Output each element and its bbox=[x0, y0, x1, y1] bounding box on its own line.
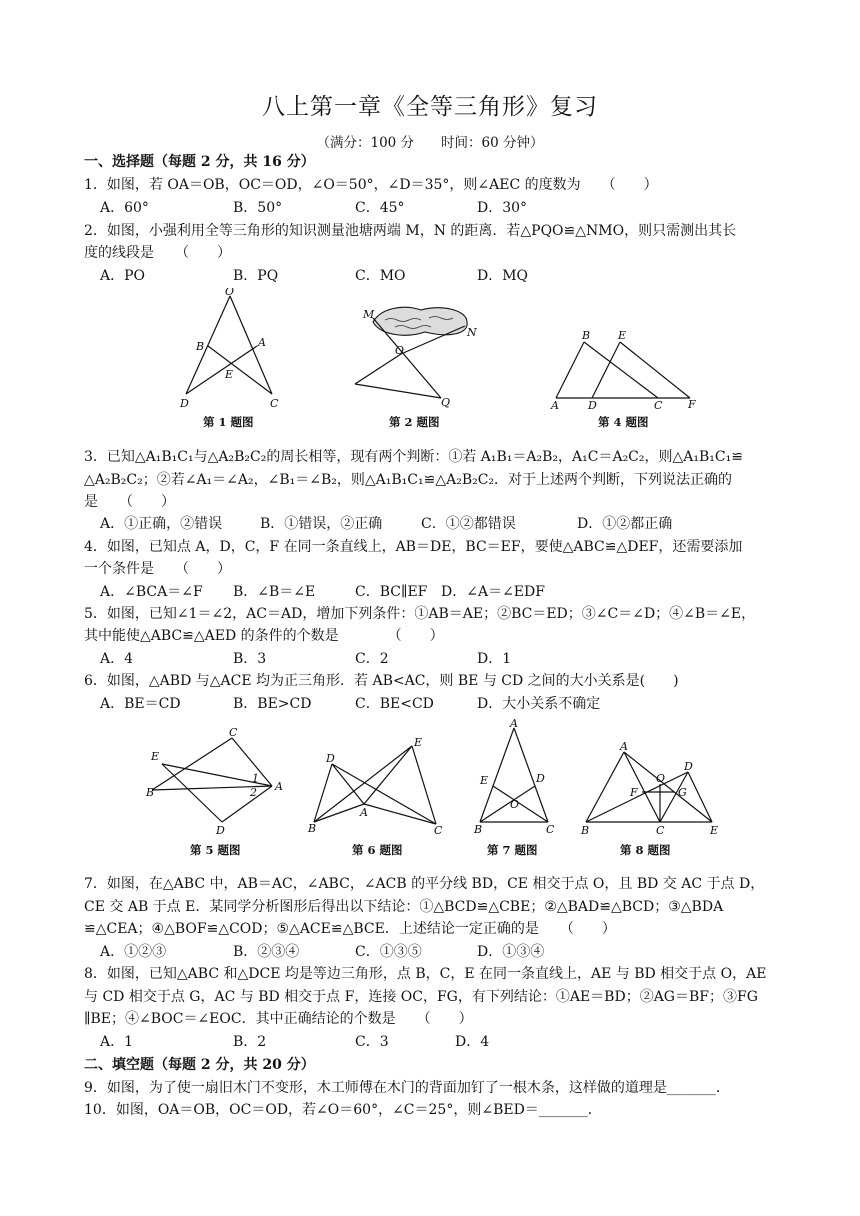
figure-1 bbox=[170, 288, 280, 410]
f1-label-a: A bbox=[258, 336, 266, 349]
question-3-line-3: 是 （ ） bbox=[84, 494, 175, 510]
f4-label-d: D bbox=[588, 399, 597, 410]
f7-label-o: O bbox=[510, 798, 520, 811]
q4-option-d: D．∠A＝∠EDF bbox=[441, 584, 545, 600]
question-9-text: 9．如图，为了使一扇旧木门不变形，木工师傅在木门的背面加钉了一根木条，这样做的道理是_______． bbox=[84, 1080, 730, 1096]
figure-5-caption: 第 5 题图 bbox=[190, 843, 241, 857]
q8-option-d: D．4 bbox=[455, 1034, 490, 1050]
f2-label-q: Q bbox=[441, 396, 451, 409]
f6-label-a: A bbox=[360, 806, 368, 819]
f7-label-c: C bbox=[546, 823, 555, 836]
f6-label-c: C bbox=[434, 824, 443, 836]
q5-option-b: B．3 bbox=[233, 651, 267, 667]
f2-label-o: O bbox=[395, 344, 405, 357]
f4-label-e: E bbox=[618, 329, 627, 342]
question-3-line-2: △A₂B₂C₂；②若∠A₁＝∠A₂，∠B₁＝∠B₂，则△A₁B₁C₁≌△A₂B₂C₂．对于上述两个判断，下列说法正确的 bbox=[84, 472, 733, 488]
f4-label-f: F bbox=[688, 398, 696, 410]
question-7-line-3: ≌△CEA；④△BOF≌△COD；⑤△ACE≌△BCE．上述结论一定正确的是 （ ） bbox=[84, 921, 616, 937]
figure-6-caption: 第 6 题图 bbox=[352, 843, 403, 857]
question-8-line-2: 与 CD 相交于点 G，AC 与 BD 相交于点 F，连接 OC，FG，有下列结论：①AE＝BD；②AG＝BF；③FG bbox=[84, 989, 758, 1005]
figure-5 bbox=[142, 724, 287, 836]
q3-option-d: D．①②都正确 bbox=[577, 516, 673, 532]
question-3-line-1: 3．已知△A₁B₁C₁与△A₂B₂C₂的周长相等，现有两个判断：①若 A₁B₁＝A₂B₂，A₁C＝A₂C₂，则△A₁B₁C₁≌ bbox=[84, 449, 743, 465]
figure-4 bbox=[548, 328, 698, 410]
f1-label-d: D bbox=[180, 397, 189, 410]
question-8-line-3: ∥BE；④∠BOC＝∠EOC．其中正确结论的个数是 （ ） bbox=[84, 1011, 473, 1027]
page-title: 八上第一章《全等三角形》复习 bbox=[262, 94, 598, 120]
f5-label-b: B bbox=[146, 786, 155, 799]
q1-option-d: D．30° bbox=[477, 200, 528, 216]
question-5-line-2: 其中能使△ABC≌△AED 的条件的个数是 （ ） bbox=[84, 628, 444, 644]
q6-option-c: C．BE<CD bbox=[355, 696, 434, 712]
f4-label-c: C bbox=[654, 399, 663, 410]
f6-label-e: E bbox=[414, 736, 423, 749]
f7-label-b: B bbox=[474, 823, 483, 836]
q1-option-c: C．45° bbox=[355, 200, 405, 216]
f5-label-a: A bbox=[275, 780, 283, 793]
f6-label-b: B bbox=[308, 822, 317, 835]
q1-option-b: B．50° bbox=[233, 200, 283, 216]
q1-option-a: A．60° bbox=[100, 200, 149, 216]
f2-label-n: N bbox=[467, 326, 477, 339]
q7-option-d: D．①③④ bbox=[477, 944, 545, 960]
q2-option-b: B．PQ bbox=[233, 268, 279, 284]
q2-option-c: C．MO bbox=[355, 268, 406, 284]
q4-option-a: A．∠BCA＝∠F bbox=[100, 584, 203, 600]
q2-option-a: A．PO bbox=[100, 268, 146, 284]
figure-2-caption: 第 2 题图 bbox=[389, 415, 440, 429]
q5-option-d: D．1 bbox=[477, 651, 512, 667]
q6-option-a: A．BE＝CD bbox=[100, 696, 181, 712]
f8-label-c: C bbox=[656, 824, 665, 837]
q4-option-b: B．∠B＝∠E bbox=[233, 584, 316, 600]
f8-label-a: A bbox=[620, 740, 628, 753]
question-2-line-2: 度的线段是 （ ） bbox=[84, 245, 231, 261]
figure-8 bbox=[580, 738, 730, 838]
figure-2 bbox=[345, 302, 485, 410]
question-4-line-2: 一个条件是 （ ） bbox=[84, 561, 231, 577]
q7-option-b: B．②③④ bbox=[233, 944, 300, 960]
q7-option-c: C．①③⑤ bbox=[355, 944, 422, 960]
figure-6 bbox=[302, 736, 452, 836]
q5-option-a: A．4 bbox=[100, 651, 134, 667]
f8-label-e: E bbox=[710, 824, 719, 837]
f5-label-1: 1 bbox=[252, 772, 259, 785]
question-4-line-1: 4．如图，已知点 A，D，C，F 在同一条直线上，AB＝DE，BC＝EF，要使△ABC≌△DEF，还需要添加 bbox=[84, 539, 743, 555]
question-8-line-1: 8．如图，已知△ABC 和△DCE 均是等边三角形，点 B，C，E 在同一条直线上，AE 与 BD 相交于点 O，AE bbox=[84, 966, 767, 982]
f8-label-o: O bbox=[656, 772, 666, 785]
q3-option-b: B．①错误，②正确 bbox=[260, 516, 383, 532]
f1-label-b: B bbox=[196, 340, 205, 353]
f5-label-d: D bbox=[216, 824, 225, 836]
f7-label-a: A bbox=[510, 718, 518, 730]
f2-label-m: M bbox=[363, 308, 375, 321]
f7-label-d: D bbox=[536, 772, 545, 785]
q8-option-c: C．3 bbox=[355, 1034, 389, 1050]
section-fill-heading: 二、填空题（每题 2 分，共 20 分） bbox=[84, 1057, 315, 1073]
question-7-line-2: CE 交 AB 于点 E．某同学分析图形后得出以下结论：①△BCD≌△CBE；②△BAD≌△BCD；③△BDA bbox=[84, 899, 724, 915]
q2-option-d: D．MQ bbox=[477, 268, 529, 284]
f6-label-d: D bbox=[326, 752, 335, 765]
q4-option-c: C．BC∥EF bbox=[355, 584, 428, 600]
question-6-text: 6．如图，△ABD 与△ACE 均为正三角形．若 AB<AC，则 BE 与 CD 之间的大小关系是( ) bbox=[84, 673, 679, 689]
question-5-line-1: 5．如图，已知∠1＝∠2，AC＝AD，增加下列条件：①AB＝AE；②BC＝ED；③∠C＝∠D；④∠B＝∠E， bbox=[84, 606, 756, 622]
figure-8-caption: 第 8 题图 bbox=[620, 843, 671, 857]
question-1-text: 1．如图，若 OA＝OB，OC＝OD，∠O＝50°，∠D＝35°，则∠AEC 的度数为 （ ） bbox=[84, 177, 658, 193]
f8-label-g: G bbox=[678, 786, 687, 799]
figure-7-caption: 第 7 题图 bbox=[487, 843, 538, 857]
f1-label-c: C bbox=[270, 397, 279, 410]
f8-label-f: F bbox=[630, 786, 638, 799]
figure-7 bbox=[466, 718, 566, 836]
q3-option-a: A．①正确，②错误 bbox=[100, 516, 223, 532]
q7-option-a: A．①②③ bbox=[100, 944, 167, 960]
q8-option-a: A．1 bbox=[100, 1034, 134, 1050]
page-subtitle: （满分：100 分 时间：60 分钟） bbox=[316, 135, 544, 151]
f5-label-c: C bbox=[229, 726, 238, 739]
f8-label-b: B bbox=[581, 824, 590, 837]
f8-label-d: D bbox=[684, 760, 693, 773]
question-10-text: 10．如图，OA＝OB，OC＝OD，若∠O＝60°，∠C＝25°，则∠BED＝_______． bbox=[84, 1102, 602, 1118]
f4-label-a: A bbox=[551, 399, 559, 410]
q6-option-d: D．大小关系不确定 bbox=[477, 696, 601, 712]
f5-label-2: 2 bbox=[250, 786, 257, 799]
f5-label-e: E bbox=[151, 750, 160, 763]
q3-option-c: C．①②都错误 bbox=[421, 516, 516, 532]
figure-1-caption: 第 1 题图 bbox=[203, 415, 254, 429]
f4-label-b: B bbox=[582, 329, 591, 342]
question-2-line-1: 2．如图，小强利用全等三角形的知识测量池塘两端 M，N 的距离．若△PQO≌△NMO，则只需测出其长 bbox=[84, 223, 737, 239]
figure-4-caption: 第 4 题图 bbox=[598, 415, 649, 429]
q8-option-b: B．2 bbox=[233, 1034, 267, 1050]
q5-option-c: C．2 bbox=[355, 651, 389, 667]
question-7-line-1: 7．如图，在△ABC 中，AB＝AC，∠ABC，∠ACB 的平分线 BD，CE 相交于点 O，且 BD 交 AC 于点 D， bbox=[84, 876, 765, 892]
q6-option-b: B．BE>CD bbox=[233, 696, 312, 712]
f1-label-e: E bbox=[225, 368, 234, 381]
section-choice-heading: 一、选择题（每题 2 分，共 16 分） bbox=[84, 154, 315, 170]
f1-label-o: O bbox=[225, 288, 235, 298]
f7-label-e: E bbox=[480, 774, 489, 787]
